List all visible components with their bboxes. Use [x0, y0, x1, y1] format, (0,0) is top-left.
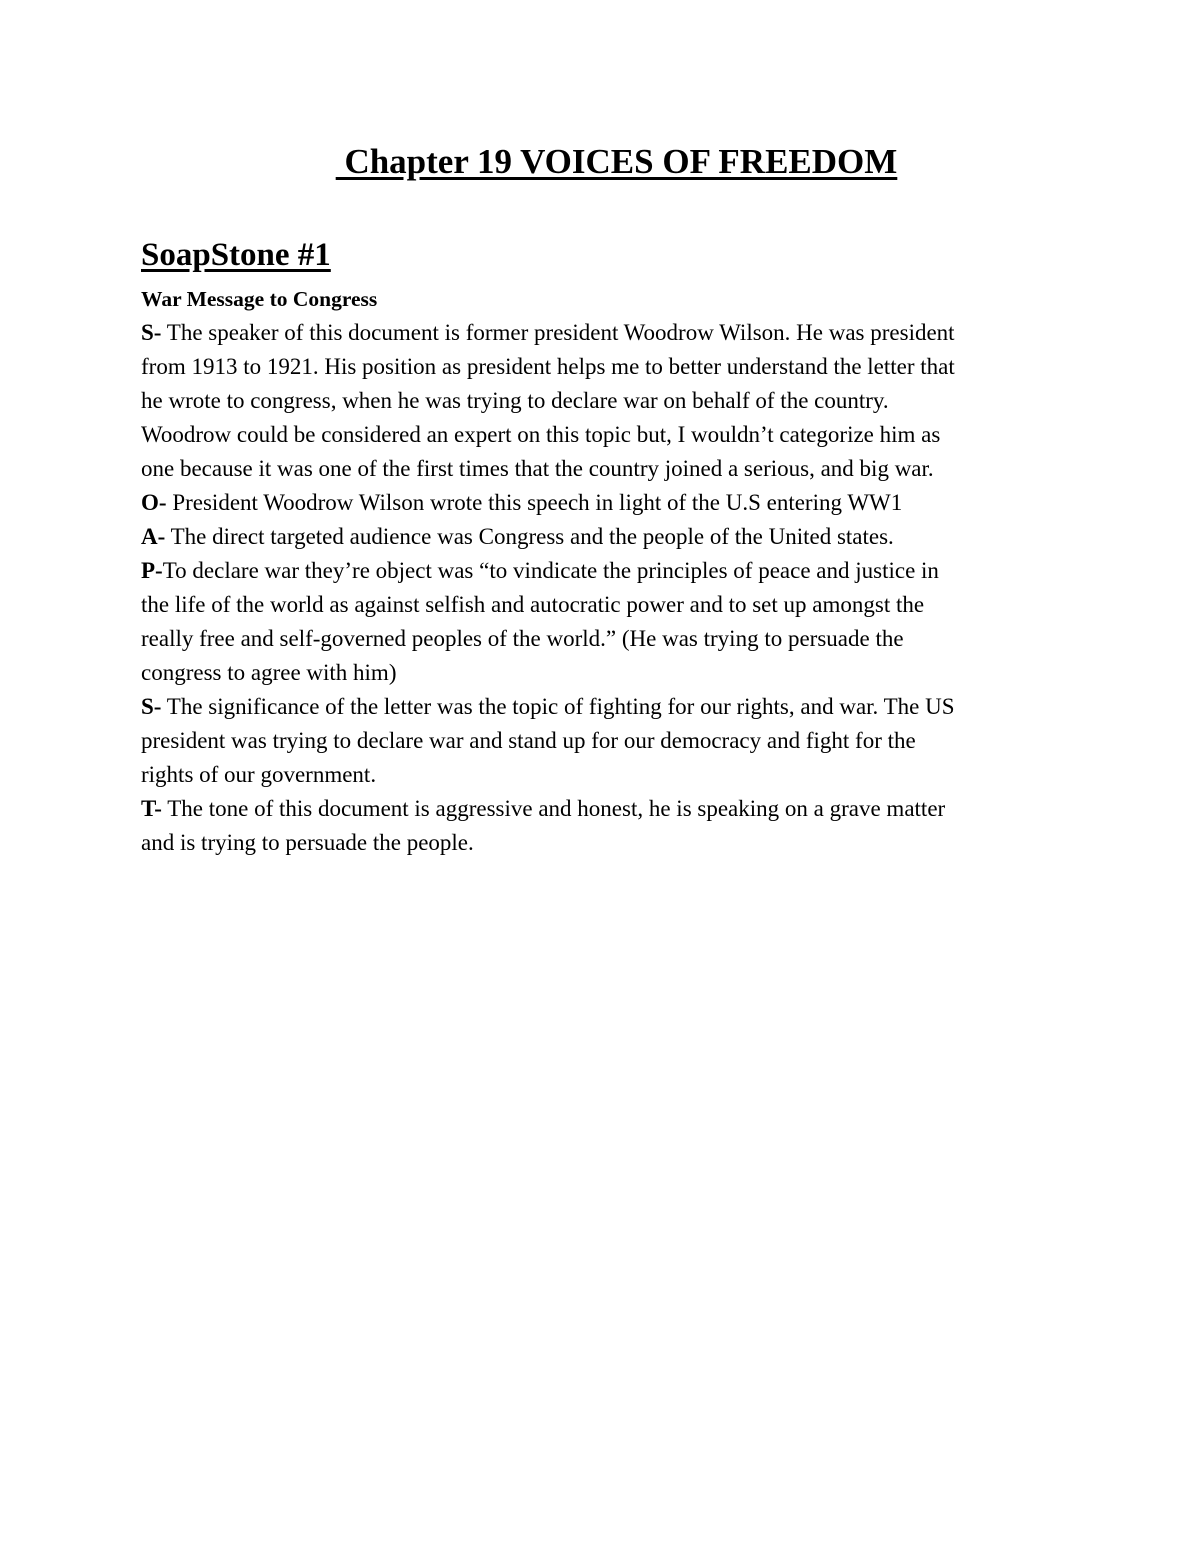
paragraph-line: congress to agree with him)	[141, 660, 397, 685]
paragraph-line	[141, 520, 1071, 554]
paragraph-text: The tone of this document is aggressive and honest, he is speaking on a grave matter	[161, 796, 946, 821]
paragraph-line: from 1913 to 1921. His position as president helps me to better understand the letter that	[141, 354, 955, 379]
paragraph-line: the life of the world as against selfish and autocratic power and to set up amongst the	[141, 592, 925, 617]
paragraph-line	[141, 554, 1071, 588]
paragraph-significance	[141, 690, 1071, 792]
paragraph-label: S-	[141, 320, 162, 345]
paragraph-purpose	[141, 554, 1071, 690]
paragraph-label: T-	[141, 796, 162, 821]
paragraph-line: really free and self-governed peoples of the world.” (He was trying to persuade the	[141, 626, 904, 651]
paragraph-text: To declare war they’re object was “to vindicate the principles of peace and justice in	[162, 558, 939, 583]
section-heading: SoapStone #1	[141, 237, 331, 273]
paragraph-speaker	[141, 316, 1071, 486]
document-subtitle: War Message to Congress	[141, 287, 378, 311]
paragraph-tone	[141, 792, 1071, 860]
paragraph-label: O-	[141, 490, 167, 515]
paragraph-text: The direct targeted audience was Congress and the people of the United states.	[165, 524, 894, 549]
paragraph-label: S-	[141, 694, 162, 719]
paragraph-line	[141, 792, 1071, 826]
document-title: Chapter 19 VOICES OF FREEDOM	[335, 142, 898, 181]
document-body	[141, 282, 1071, 860]
paragraph-line	[141, 316, 1071, 350]
paragraph-audience	[141, 520, 1071, 554]
paragraph-line: president was trying to declare war and stand up for our democracy and fight for the	[141, 728, 916, 753]
paragraph-text: The speaker of this document is former president Woodrow Wilson. He was president	[161, 320, 955, 345]
paragraph-text: The significance of the letter was the topic of fighting for our rights, and war. The US	[161, 694, 955, 719]
paragraph-line: he wrote to congress, when he was trying to declare war on behalf of the country.	[141, 388, 889, 413]
paragraph-line	[141, 690, 1071, 724]
paragraph-text: President Woodrow Wilson wrote this speech in light of the U.S entering WW1	[166, 490, 903, 515]
paragraph-label: P-	[141, 558, 163, 583]
paragraph-line: and is trying to persuade the people.	[141, 830, 474, 855]
paragraph-line: Woodrow could be considered an expert on this topic but, I wouldn’t categorize him as	[141, 422, 941, 447]
paragraph-label: A-	[141, 524, 166, 549]
paragraph-line	[141, 486, 1071, 520]
paragraph-line: one because it was one of the first times that the country joined a serious, and big war.	[141, 456, 934, 481]
paragraph-line: rights of our government.	[141, 762, 377, 787]
paragraph-occasion	[141, 486, 1071, 520]
